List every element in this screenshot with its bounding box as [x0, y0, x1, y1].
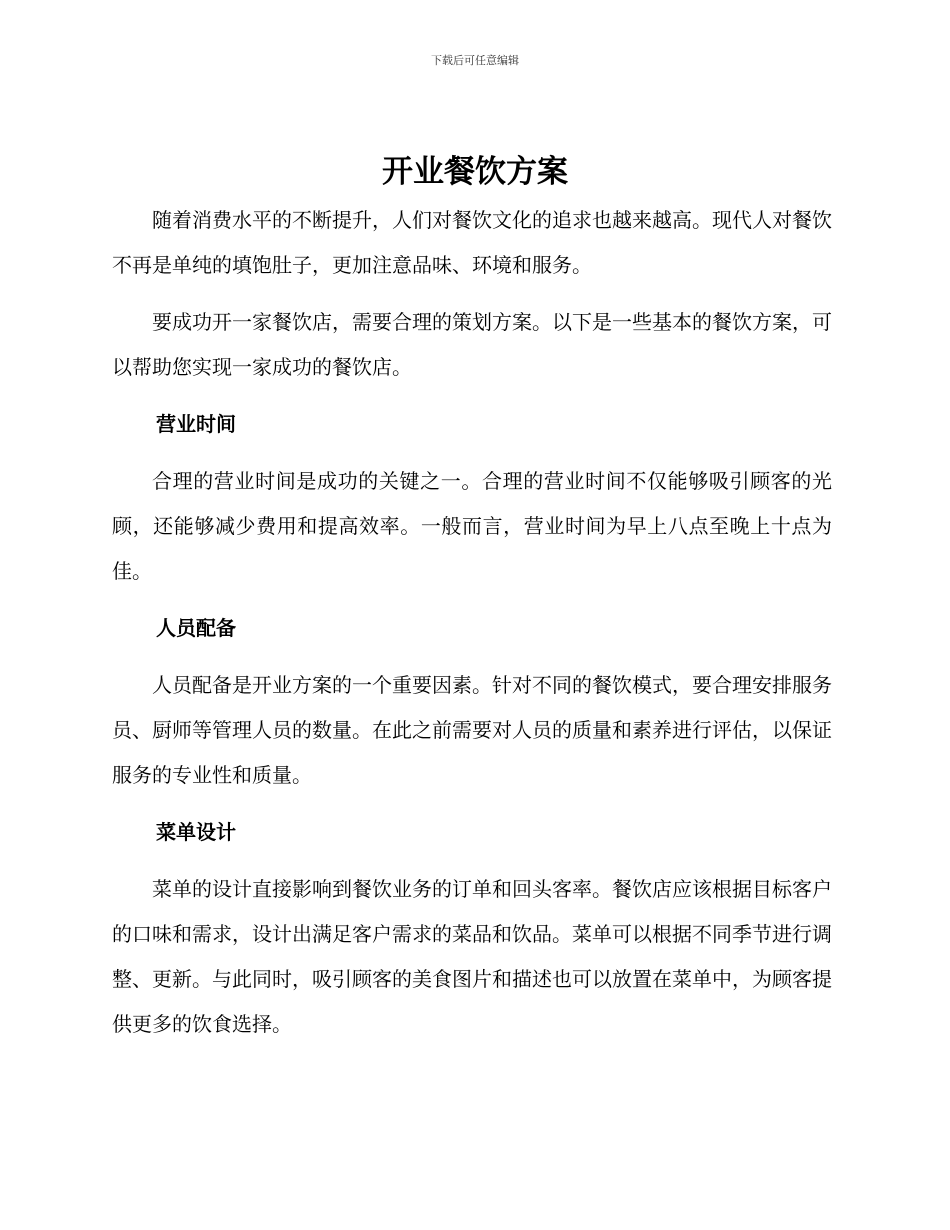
section-heading-business-hours: 营业时间 [156, 412, 236, 436]
document-title: 开业餐饮方案 [382, 154, 568, 190]
section-body-staffing: 人员配备是开业方案的一个重要因素。针对不同的餐饮模式，要合理安排服务员、厨师等管理人员的数量。在此之前需要对人员的质量和素养进行评估，以保证服务的专业性和质量。 [112, 673, 832, 787]
section-body-business-hours: 合理的营业时间是成功的关键之一。合理的营业时间不仅能够吸引顾客的光顾，还能够减少费用和提高效率。一般而言，营业时间为早上八点至晚上十点为佳。 [112, 469, 832, 583]
intro-paragraph-1: 随着消费水平的不断提升，人们对餐饮文化的追求也越来越高。现代人对餐饮不再是单纯的填饱肚子，更加注意品味、环境和服务。 [112, 208, 832, 277]
document-body [112, 198, 832, 1059]
intro-paragraph-2: 要成功开一家餐饮店，需要合理的策划方案。以下是一些基本的餐饮方案，可以帮助您实现一家成功的餐饮店。 [112, 310, 832, 379]
section-body-menu-design: 菜单的设计直接影响到餐饮业务的订单和回头客率。餐饮店应该根据目标客户的口味和需求，设计出满足客户需求的菜品和饮品。菜单可以根据不同季节进行调整、更新。与此同时，吸引顾客的美食图片和描述也可以放置在菜单中，为顾客提供更多的饮食选择。 [112, 877, 832, 1036]
section-heading-staffing: 人员配备 [156, 616, 236, 640]
page-header: 下载后可任意编辑 [431, 54, 519, 67]
section-heading-menu-design: 菜单设计 [156, 820, 236, 844]
